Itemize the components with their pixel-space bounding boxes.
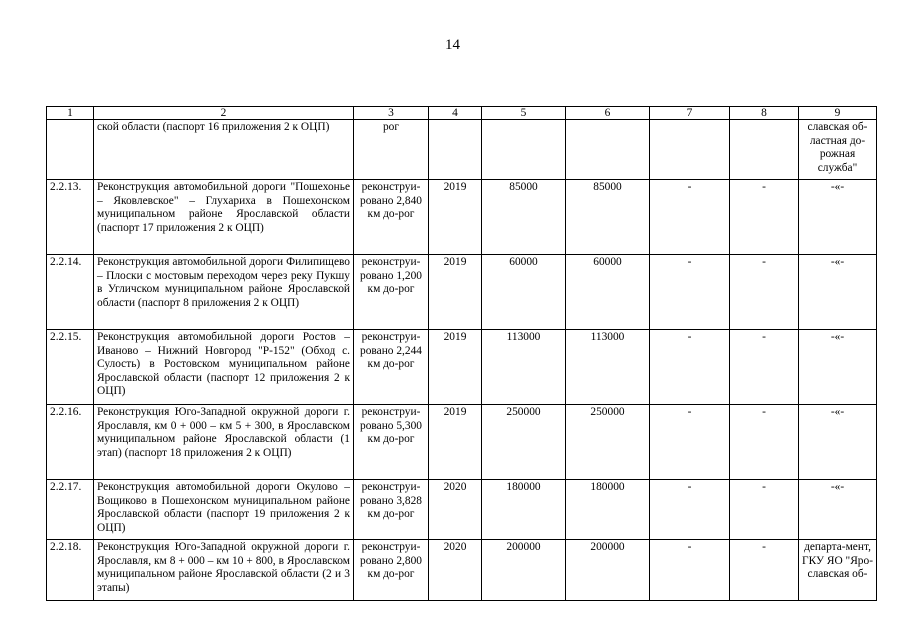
- item-col8: [730, 120, 799, 180]
- column-header: 4: [429, 107, 482, 120]
- item-total: 180000: [482, 480, 566, 540]
- item-name: Реконструкция Юго-Западной окружной дороги г. Ярославля, км 0 + 000 – км 5 + 300, в Ярославском муниципальном районе Ярославской области (1 этап) (паспорт 18 приложения 2 к ОЦП): [94, 405, 354, 480]
- table-row: [47, 120, 877, 180]
- item-budget: 180000: [566, 480, 650, 540]
- item-budget: 250000: [566, 405, 650, 480]
- column-header: 2: [94, 107, 354, 120]
- item-executor: -«-: [799, 255, 877, 330]
- item-result: реконструи-ровано 2,840 км до-рог: [354, 180, 429, 255]
- column-header: 3: [354, 107, 429, 120]
- item-col7: -: [650, 255, 730, 330]
- table-row: [47, 255, 877, 330]
- item-executor: -«-: [799, 330, 877, 405]
- item-year: [429, 120, 482, 180]
- item-executor: -«-: [799, 180, 877, 255]
- item-col8: -: [730, 255, 799, 330]
- column-header: 6: [566, 107, 650, 120]
- item-name: ской области (паспорт 16 приложения 2 к ОЦП): [94, 120, 354, 180]
- item-executor: департа-мент, ГКУ ЯО "Яро-славская об-: [799, 540, 877, 601]
- item-year: 2019: [429, 405, 482, 480]
- table-row: [47, 180, 877, 255]
- item-total: 250000: [482, 405, 566, 480]
- item-number: 2.2.13.: [47, 180, 94, 255]
- item-col7: -: [650, 180, 730, 255]
- item-col8: -: [730, 405, 799, 480]
- item-budget: 113000: [566, 330, 650, 405]
- item-col7: [650, 120, 730, 180]
- item-executor: -«-: [799, 480, 877, 540]
- item-number: 2.2.18.: [47, 540, 94, 601]
- item-result: рог: [354, 120, 429, 180]
- item-name: Реконструкция автомобильной дороги Филипищево – Плоски с мостовым переходом через реку Пукшу в Угличском муниципальном районе Ярославской области (паспорт 8 приложения 2 к ОЦП): [94, 255, 354, 330]
- item-result: реконструи-ровано 3,828 км до-рог: [354, 480, 429, 540]
- item-executor: славская об-ластная до-рожная служба": [799, 120, 877, 180]
- item-total: [482, 120, 566, 180]
- item-name: Реконструкция Юго-Западной окружной дороги г. Ярославля, км 8 + 000 – км 10 + 800, в Ярославском муниципальном районе Ярославской области (2 и 3 этапы): [94, 540, 354, 601]
- item-result: реконструи-ровано 5,300 км до-рог: [354, 405, 429, 480]
- column-header: 7: [650, 107, 730, 120]
- item-col8: -: [730, 180, 799, 255]
- column-header: 5: [482, 107, 566, 120]
- column-header: 9: [799, 107, 877, 120]
- page-number: 14: [445, 37, 460, 53]
- item-result: реконструи-ровано 2,800 км до-рог: [354, 540, 429, 601]
- item-name: Реконструкция автомобильной дороги Окулово – Вощиково в Пошехонском муниципальном районе Ярославской области (паспорт 19 приложения 2 к ОЦП): [94, 480, 354, 540]
- item-col7: -: [650, 405, 730, 480]
- item-total: 60000: [482, 255, 566, 330]
- item-year: 2019: [429, 330, 482, 405]
- item-col8: -: [730, 330, 799, 405]
- item-year: 2019: [429, 255, 482, 330]
- table-row: [47, 330, 877, 405]
- table-row: [47, 480, 877, 540]
- item-total: 200000: [482, 540, 566, 601]
- item-col7: -: [650, 540, 730, 601]
- item-col8: -: [730, 540, 799, 601]
- item-year: 2019: [429, 180, 482, 255]
- item-year: 2020: [429, 480, 482, 540]
- item-year: 2020: [429, 540, 482, 601]
- item-budget: 200000: [566, 540, 650, 601]
- item-number: 2.2.16.: [47, 405, 94, 480]
- item-col7: -: [650, 480, 730, 540]
- item-number: [47, 120, 94, 180]
- item-number: 2.2.17.: [47, 480, 94, 540]
- table-row: [47, 405, 877, 480]
- column-header: 1: [47, 107, 94, 120]
- table-row: [47, 540, 877, 601]
- program-table: [46, 106, 877, 601]
- item-result: реконструи-ровано 2,244 км до-рог: [354, 330, 429, 405]
- item-name: Реконструкция автомобильной дороги Ростов – Иваново – Нижний Новгород "Р-152" (Обход с. Сулость) в Ростовском муниципальном районе Ярославской области (паспорт 12 приложения 2 к ОЦП): [94, 330, 354, 405]
- item-executor: -«-: [799, 405, 877, 480]
- item-budget: [566, 120, 650, 180]
- item-total: 85000: [482, 180, 566, 255]
- item-budget: 85000: [566, 180, 650, 255]
- item-budget: 60000: [566, 255, 650, 330]
- column-header: 8: [730, 107, 799, 120]
- item-total: 113000: [482, 330, 566, 405]
- column-number-row: [47, 107, 877, 120]
- item-number: 2.2.14.: [47, 255, 94, 330]
- item-col7: -: [650, 330, 730, 405]
- item-result: реконструи-ровано 1,200 км до-рог: [354, 255, 429, 330]
- item-name: Реконструкция автомобильной дороги "Пошехонье – Яковлевское" – Глухариха в Пошехонском муниципальном районе Ярославской области (паспорт 17 приложения 2 к ОЦП): [94, 180, 354, 255]
- item-col8: -: [730, 480, 799, 540]
- item-number: 2.2.15.: [47, 330, 94, 405]
